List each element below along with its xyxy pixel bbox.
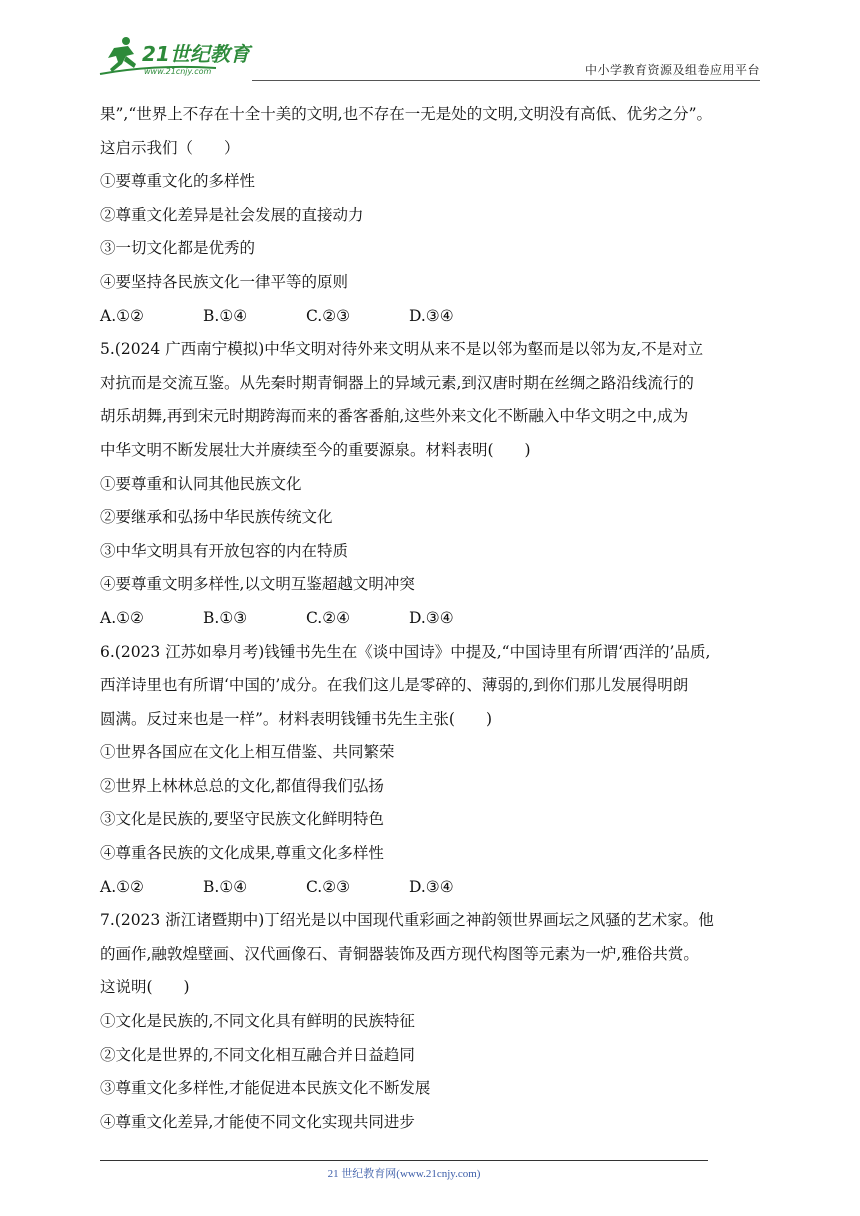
text-line: 对抗而是交流互鉴。从先秦时期青铜器上的异域元素,到汉唐时期在丝绸之路沿线流行的 xyxy=(100,373,694,392)
question-6-stem: 6.(2023 江苏如皋月考)钱锺书先生在《谈中国诗》中提及,“中国诗里有所谓‘西洋的’品质, xyxy=(100,642,711,661)
option-line: ④尊重各民族的文化成果,尊重文化多样性 xyxy=(100,844,384,863)
option-line: ③尊重文化多样性,才能促进本民族文化不断发展 xyxy=(100,1079,431,1098)
text-line: 的画作,融敦煌壁画、汉代画像石、青铜器装饰及西方现代构图等元素为一炉,雅俗共赏。 xyxy=(100,944,699,963)
choice-c: C.②④ xyxy=(306,608,351,627)
option-line: ②文化是世界的,不同文化相互融合并日益趋同 xyxy=(100,1045,415,1064)
header-divider xyxy=(252,80,760,81)
option-line: ①要尊重文化的多样性 xyxy=(100,172,256,191)
footer-source: 21 世纪教育网(www.21cnjy.com) xyxy=(327,1168,481,1180)
option-line: ④尊重文化差异,才能使不同文化实现共同进步 xyxy=(100,1112,415,1131)
option-line: ①文化是民族的,不同文化具有鲜明的民族特征 xyxy=(100,1012,415,1031)
option-line: ①要尊重和认同其他民族文化 xyxy=(100,474,302,493)
option-line: ③文化是民族的,要坚守民族文化鲜明特色 xyxy=(100,810,384,829)
question-5-stem: 5.(2024 广西南宁模拟)中华文明对待外来文明从来不是以邻为壑而是以邻为友,不是对立 xyxy=(100,340,704,359)
choice-d: D.③④ xyxy=(409,306,454,325)
choice-c: C.②③ xyxy=(306,306,351,325)
text-line: 果”,“世界上不存在十全十美的文明,也不存在一无是处的文明,文明没有高低、优劣之分”。 xyxy=(100,105,713,123)
text-line: 这说明( ) xyxy=(100,978,190,997)
svg-text:www.21cnjy.com: www.21cnjy.com xyxy=(144,67,212,76)
text-line: 中华文明不断发展壮大并赓续至今的重要源泉。材料表明( ) xyxy=(100,440,531,459)
choice-d: D.③④ xyxy=(409,608,454,627)
q5-answer-choices xyxy=(100,602,768,636)
q6-answer-choices xyxy=(100,871,768,905)
choice-b: B.①④ xyxy=(203,877,248,896)
question-content xyxy=(100,98,768,1139)
footer-divider xyxy=(100,1160,708,1161)
option-line: ④要尊重文明多样性,以文明互鉴超越文明冲突 xyxy=(100,575,415,594)
text-line: 这启示我们（ ） xyxy=(100,138,240,157)
text-line: 圆满。反过来也是一样”。材料表明钱锺书先生主张( ) xyxy=(100,709,493,728)
q4-answer-choices xyxy=(100,300,768,334)
option-line: ③一切文化都是优秀的 xyxy=(100,239,256,258)
option-line: ②世界上林林总总的文化,都值得我们弘扬 xyxy=(100,776,384,795)
svg-text:21世纪教育: 21世纪教育 xyxy=(142,42,250,66)
choice-d: D.③④ xyxy=(409,877,454,896)
choice-a: A.①② xyxy=(100,877,144,896)
choice-b: B.①③ xyxy=(203,608,248,627)
logo xyxy=(96,34,266,78)
text-line: 西洋诗里也有所谓‘中国的’成分。在我们这儿是零碎的、薄弱的,到你们那儿发展得明朗 xyxy=(100,676,689,695)
choice-b: B.①④ xyxy=(203,306,248,325)
choice-c: C.②③ xyxy=(306,877,351,896)
choice-a: A.①② xyxy=(100,608,144,627)
option-line: ②要继承和弘扬中华民族传统文化 xyxy=(100,508,333,527)
option-line: ④要坚持各民族文化一律平等的原则 xyxy=(100,272,349,291)
option-line: ①世界各国应在文化上相互借鉴、共同繁荣 xyxy=(100,743,395,762)
page-header xyxy=(96,30,760,80)
choice-a: A.①② xyxy=(100,306,144,325)
text-line: 胡乐胡舞,再到宋元时期跨海而来的番客番舶,这些外来文化不断融入中华文明之中,成为 xyxy=(100,407,689,426)
option-line: ②尊重文化差异是社会发展的直接动力 xyxy=(100,205,364,224)
header-tagline: 中小学教育资源及组卷应用平台 xyxy=(584,63,760,77)
option-line: ③中华文明具有开放包容的内在特质 xyxy=(100,541,349,560)
question-7-stem: 7.(2023 浙江诸暨期中)丁绍光是以中国现代重彩画之神韵领世界画坛之风骚的艺术家。他 xyxy=(100,911,714,930)
